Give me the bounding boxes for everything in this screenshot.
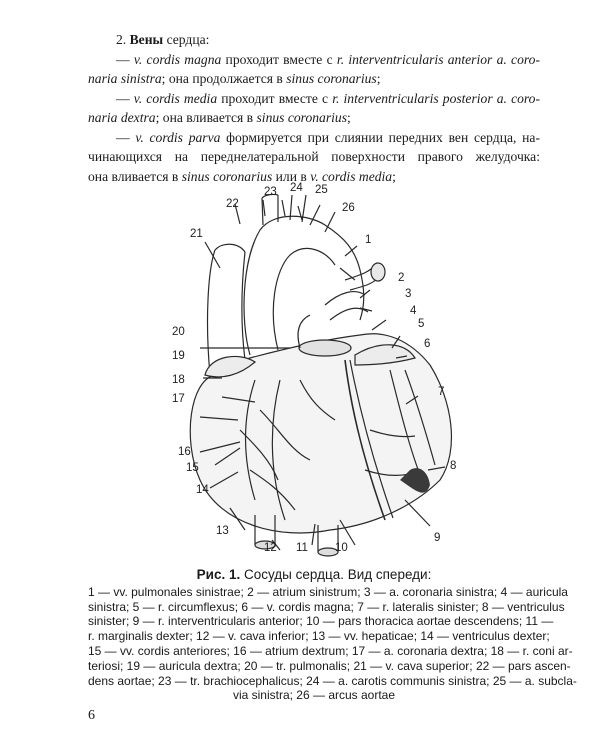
label-18: 18 bbox=[172, 374, 185, 386]
label-23: 23 bbox=[264, 186, 277, 198]
label-26: 26 bbox=[342, 202, 355, 214]
label-3: 3 bbox=[405, 288, 412, 300]
label-14: 14 bbox=[196, 484, 209, 496]
label-9: 9 bbox=[434, 532, 441, 544]
caption-line: 1 — vv. pulmonales sinistrae; 2 — atrium sinistrum; 3 — a. coronaria sinistra; 4 — auricula bbox=[88, 584, 568, 599]
label-13: 13 bbox=[216, 525, 229, 537]
label-17: 17 bbox=[172, 393, 185, 405]
heart-drawing bbox=[160, 180, 460, 560]
label-5: 5 bbox=[418, 318, 425, 330]
caption-line: r. marginalis dexter; 12 — v. cava inferior; 13 — vv. hepaticae; 14 — ventriculus dexter; bbox=[88, 629, 550, 644]
caption-line: via sinistra; 26 — arcus aortae bbox=[232, 688, 396, 703]
label-16: 16 bbox=[178, 446, 191, 458]
label-1: 1 bbox=[365, 234, 372, 246]
page-number: 6 bbox=[88, 708, 95, 723]
label-10: 10 bbox=[335, 542, 348, 554]
text-line-6: чинающихся на переднелатеральной поверхности правого желудочка: bbox=[88, 149, 540, 164]
heart-illustration bbox=[160, 180, 460, 560]
caption-line: 15 — vv. cordis anteriores; 16 — atrium dextrum; 17 — a. coronaria dextra; 18 — r. coni ar- bbox=[88, 643, 573, 658]
caption-line: teriosi; 19 — auricula dextra; 20 — tr. pulmonalis; 21 — v. cava superior; 22 — pars ascen- bbox=[88, 658, 571, 673]
label-11: 11 bbox=[296, 542, 308, 554]
figure-caption bbox=[88, 567, 577, 703]
label-24: 24 bbox=[290, 182, 303, 194]
label-8: 8 bbox=[450, 460, 457, 472]
text-line-2: naria sinistra; она продолжается в sinus coronarius; bbox=[88, 71, 381, 86]
body-text bbox=[88, 30, 540, 186]
label-4: 4 bbox=[410, 305, 417, 317]
caption-line: sinistra; 5 — r. circumflexus; 6 — v. cordis magna; 7 — r. lateralis sinister; 8 — ventriculus bbox=[88, 599, 565, 614]
text-line-3: — v. cordis media проходит вместе с r. interventricularis posterior a. coro- bbox=[116, 90, 541, 106]
caption-title: Рис. 1. Сосуды сердца. Вид спереди: bbox=[196, 567, 432, 582]
label-19: 19 bbox=[172, 350, 185, 362]
caption-line: sinister; 9 — r. interventricularis anterior; 10 — pars thoracica aortae descendens; 11 — bbox=[88, 614, 554, 629]
label-20: 20 bbox=[172, 326, 185, 338]
label-6: 6 bbox=[424, 338, 431, 350]
label-7: 7 bbox=[438, 386, 445, 398]
label-21: 21 bbox=[190, 228, 203, 240]
label-22: 22 bbox=[226, 198, 239, 210]
label-2: 2 bbox=[398, 272, 405, 284]
caption-line: dens aortae; 23 — tr. brachiocephalicus; 24 — a. carotis communis sinistra; 25 — a. subcla- bbox=[88, 673, 577, 688]
text-line-4: naria dextra; она вливается в sinus coronarius; bbox=[88, 110, 351, 125]
label-12: 12 bbox=[264, 542, 277, 554]
label-15: 15 bbox=[186, 462, 199, 474]
label-25: 25 bbox=[315, 184, 328, 196]
text-line-1: — v. cordis magna проходит вместе с r. interventricularis anterior a. coro- bbox=[116, 51, 540, 67]
text-line-5: — v. cordis parva формируется при слиянии передних вен сердца, на- bbox=[116, 129, 540, 145]
text-line-7: она вливается в sinus coronarius или в v. cordis media; bbox=[88, 168, 396, 184]
section-heading: 2. Вены сердца: bbox=[116, 32, 210, 47]
